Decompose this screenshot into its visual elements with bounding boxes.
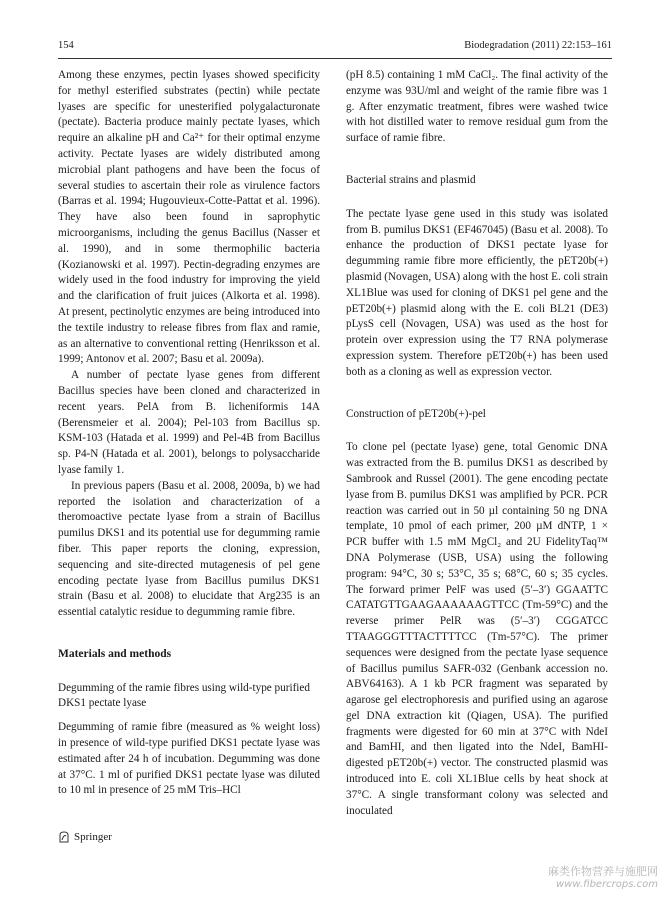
page-footer (58, 830, 112, 844)
header-rule (58, 58, 612, 59)
watermark-site-name: 麻类作物营养与施肥网 (548, 865, 658, 878)
subsection-heading-strains: Bacterial strains and plasmid (346, 173, 476, 186)
running-header (58, 40, 612, 54)
page-number: 154 (58, 40, 74, 51)
construction-paragraph: To clone pel (pectate lyase) gene, total Genomic DNA was extracted from the B. pumilus DKS1 as described by Sambrook and Russel (2001). The gene encoding pectate lyase from B. pumilus DKS1 was amplified by PCR. PCR reaction was carried out in 50 µl containing 50 ng DNA template, 10 pmol of each primer, 200 µM dNTP, 1 × PCR buffer with 1.5 mM MgCl₂ and 2U FidelityTaq™ DNA Polymerase (USB, USA) using the following program: 94°C, 30 s; 53°C, 35 s; 68°C, 60 s; 35 cycles. The forward primer PelF was used (5′–3′) GGAATTC CATATGTTGAAGAAAAAAGTTCC (Tm-59°C) and the reverse primer PelR was (5′–3′) CGGATCC TTAAGGGTTTACTTTTCC (Tm-57°C). The primer sequences were designed from the pectate lyase sequence of Bacillus pumilus SAFR-032 (Genbank accession no. ABV64163). A 1 kb PCR fragment was separated by agarose gel electrophoresis and purified using an agarose gel DNA extraction kit (Qiagen, USA). The purified fragments were digested for 60 min at 37°C with NdeI and BamHI, and then ligated into the NdeI, BamHI-digested pET20b(+) vector. The constructed plasmid was introduced into E. coli XL1Blue cells by heat shock at 37°C. A single transformant colony was selected and inoculated (346, 441, 608, 817)
publisher-name: Springer (74, 831, 112, 843)
subsection-heading-degumming: Degumming of the ramie fibres using wild-type purified DKS1 pectate lyase (58, 681, 310, 710)
intro-paragraph-2: A number of pectate lyase genes from different Bacillus species have been cloned and characterized in recent years. PelA from B. licheniformis 14A (Berensmeier et al. 2004); Pel-103 from Bacillus sp. KSM-103 (Hatada et al. 1999) and Pel-4B from Bacillus sp. P4-N (Hatada et al. 2001), belongs to polysaccharide lyase family 1. (58, 369, 320, 476)
right-column (346, 68, 608, 819)
degumming-continued-paragraph: (pH 8.5) containing 1 mM CaCl₂. The final activity of the enzyme was 93U/ml and weight of the ramie fibre was 1 g. After enzymatic treatment, fibres were washed twice with hot distilled water to remove residual gum from the surface of ramie fibre. (346, 69, 608, 145)
section-heading-methods: Materials and methods (58, 647, 172, 660)
intro-paragraph-1: Among these enzymes, pectin lyases showed specificity for methyl esterified substrates (pectin) while pectate lyases are specific for unesterified polygalacturonate (pectate). Bacteria produce mainly pectate lyases, which require an alkaline pH and Ca²⁺ for their optimal enzyme activity. Pectate lyases are widely distributed among microbial plant pathogens and have been the focus of several studies to ascertain their role as virulence factors (Barras et al. 1994; Hugouvieux-Cotte-Pattat et al. 1996). They have also been found in saprophytic microorganisms, including the genus Bacillus (Nasser et al. 1990), and in some thermophilic bacteria (Kozianowski et al. 1997). Pectin-degrading enzymes are widely used in the food industry for improving the yield and the clarification of fruit juices (Alkorta et al. 1998). At present, pectinolytic enzymes are being introduced into the textile industry to release fibres from flax and ramie, as an alternative to conventional retting (Henriksson et al. 1999; Antonov et al. 2007; Basu et al. 2009a). (58, 69, 320, 366)
watermark-url: www.fibercrops.com (556, 879, 658, 890)
journal-citation: Biodegradation (2011) 22:153–161 (464, 40, 612, 51)
degumming-paragraph: Degumming of ramie fibre (measured as % weight loss) in presence of wild-type purified DKS1 pectate lyase was estimated after 24 h of incubation. Degumming was done at 37°C. 1 ml of purified DKS1 pectate lyase was diluted to 10 ml in presence of 25 mM Tris–HCl (58, 721, 320, 797)
strains-paragraph: The pectate lyase gene used in this study was isolated from B. pumilus DKS1 (EF467045) (Basu et al. 2008). To enhance the production of DKS1 pectate lyase for degumming ramie fibre more efficiently, the pET20b(+) plasmid (Novagen, USA) along with the host E. coli strain XL1Blue was used for cloning of DKS1 pel gene and the pET20b(+) plasmid along with the E. coli BL21 (DE3) pLysS cell (Novagen, USA) was used as the host for protein over expression using the T7 RNA polymerase expression system. Therefore pET20b(+) has been used both as a cloning as well as expression vector. (346, 207, 608, 378)
intro-paragraph-3: In previous papers (Basu et al. 2008, 2009a, b) we had reported the isolation and characterization of a theromoactive pectate lyase from a strain of Bacillus pumilus DKS1 and its potential use for degumming ramie fiber. This paper reports the cloning, expression, sequencing and site-directed mutagenesis of pel gene encoding pectate lyase from Bacillus pumilus DKS1 strain (Basu et al. 2008) to elucidate that Arg235 is an essential catalytic residue to degumming ramie fibre. (58, 479, 320, 619)
watermark (548, 865, 658, 891)
springer-logo-icon (58, 830, 70, 844)
left-column (58, 68, 320, 799)
subsection-heading-construction: Construction of pET20b(+)-pel (346, 407, 486, 420)
